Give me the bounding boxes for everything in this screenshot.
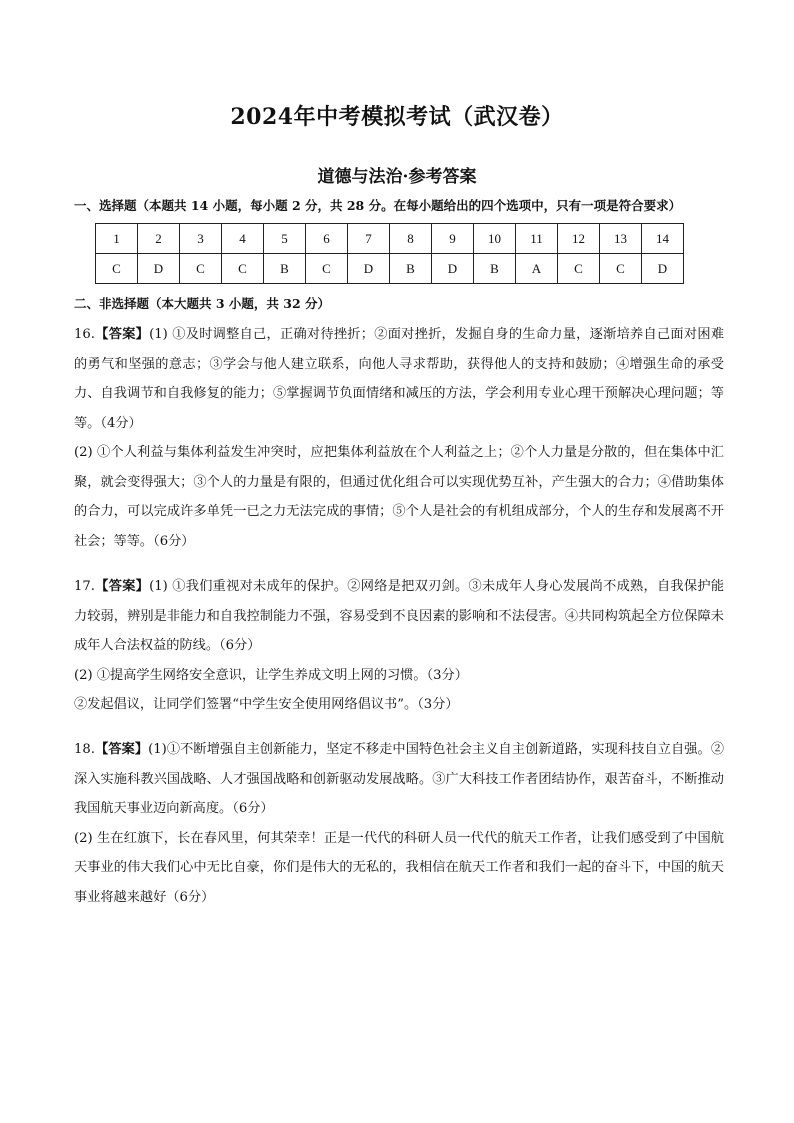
- question-number-cell: 6: [306, 224, 348, 254]
- section-heading-multiple-choice: 一、选择题（本题共 14 小题，每小题 2 分，共 28 分。在每小题给出的四个选项中，只有一项是符合要求）: [74, 198, 682, 213]
- question-number-cell: 3: [180, 224, 222, 254]
- question-number-cell: 9: [432, 224, 474, 254]
- answer-letter-cell: D: [138, 254, 180, 284]
- question-number-cell: 12: [558, 224, 600, 254]
- question-16-part-1: [74, 320, 724, 438]
- question-number-cell: 13: [600, 224, 642, 254]
- question-number: 16.: [74, 327, 95, 342]
- answer-text: (1)①不断增强自主创新能力，坚定不移走中国特色社会主义自主创新道路，实现科技自立自强。②深入实施科教兴国战略、人才强国战略和创新驱动发展战略。③广大科技工作者团结协作，艰苦奋斗，不断推动我国航天事业迈向新高度。（6分）: [74, 742, 725, 816]
- question-17-part-1: [74, 572, 724, 661]
- question-18-block: [74, 735, 724, 912]
- answer-letter-cell: B: [474, 254, 516, 284]
- answer-letter-cell: C: [558, 254, 600, 284]
- answer-letter-cell: C: [306, 254, 348, 284]
- question-number-cell: 1: [96, 224, 138, 254]
- answer-text: (1) ①及时调整自己，正确对待挫折；②面对挫折，发掘自身的生命力量，逐渐培养自己面对困难的勇气和坚强的意志；③学会与他人建立联系，向他人寻求帮助，获得他人的支持和鼓励；④增强生命的承受力、自我调节和自我修复的能力；⑤掌握调节负面情绪和减压的方法，学会利用专业心理干预解决心理问题；等等。（4分）: [74, 327, 725, 431]
- answer-letter-cell: B: [390, 254, 432, 284]
- question-number-cell: 4: [222, 224, 264, 254]
- answer-letter-cell: B: [264, 254, 306, 284]
- question-number-cell: 8: [390, 224, 432, 254]
- question-number-cell: 11: [516, 224, 558, 254]
- answer-letter-cell: C: [96, 254, 138, 284]
- answer-letter-cell: C: [600, 254, 642, 284]
- page-subtitle: 道德与法治·参考答案: [317, 167, 477, 187]
- answer-letter-cell: D: [348, 254, 390, 284]
- question-16-block: [74, 320, 724, 556]
- section-heading-open-questions: 二、非选择题（本大题共 3 小题，共 32 分）: [74, 296, 331, 311]
- answer-letter-cell: C: [222, 254, 264, 284]
- question-number-cell: 10: [474, 224, 516, 254]
- question-17-block: [74, 572, 724, 720]
- question-18-part-2: (2) 生在红旗下，长在春风里，何其荣幸！正是一代代的科研人员一代代的航天工作者，让我们感受到了中国航天事业的伟大我们心中无比自豪，你们是伟大的无私的，我相信在航天工作者和我们一起的奋斗下，中国的航天事业将越来越好（6分）: [74, 830, 724, 905]
- answer-table: [95, 223, 684, 284]
- question-number: 17.: [74, 579, 95, 594]
- answer-tag: 【答案】: [94, 742, 149, 757]
- question-number-cell: 14: [642, 224, 684, 254]
- question-number-cell: 2: [138, 224, 180, 254]
- page-title: 2024年中考模拟考试（武汉卷）: [230, 104, 564, 130]
- question-number-cell: 5: [264, 224, 306, 254]
- question-number-row: [96, 224, 684, 254]
- answer-letter-cell: A: [516, 254, 558, 284]
- answer-tag: 【答案】: [94, 327, 150, 342]
- answer-letter-cell: D: [432, 254, 474, 284]
- answer-text: (1) ①我们重视对未成年的保护。②网络是把双刃剑。③未成年人身心发展尚不成熟，自我保护能力较弱，辨别是非能力和自我控制能力不强，容易受到不良因素的影响和不法侵害。④共同构筑起全方位保障未成年人合法权益的防线。（6分）: [74, 579, 725, 653]
- question-18-part-1: [74, 735, 724, 824]
- question-number-cell: 7: [348, 224, 390, 254]
- question-number: 18.: [74, 742, 95, 757]
- answer-letter-row: [96, 254, 684, 284]
- answer-letter-cell: D: [642, 254, 684, 284]
- answer-letter-cell: C: [180, 254, 222, 284]
- question-17-part-2: (2) ①提高学生网络安全意识，让学生养成文明上网的习惯。（3分）: [74, 667, 468, 683]
- answer-tag: 【答案】: [94, 579, 150, 594]
- question-16-part-2: (2) ①个人利益与集体利益发生冲突时，应把集体利益放在个人利益之上；②个人力量是分散的，但在集体中汇聚，就会变得强大；③个人的力量是有限的，但通过优化组合可以实现优势互补，产生强大的合力；④借助集体的合力，可以完成许多单凭一已之力无法完成的事情；⑤个人是社会的有机组成部分，个人的生存和发展离不开社会；等等。（6分）: [74, 445, 724, 549]
- question-17-part-3: ②发起倡议，让同学们签署“中学生安全使用网络倡议书”。（3分）: [74, 697, 459, 712]
